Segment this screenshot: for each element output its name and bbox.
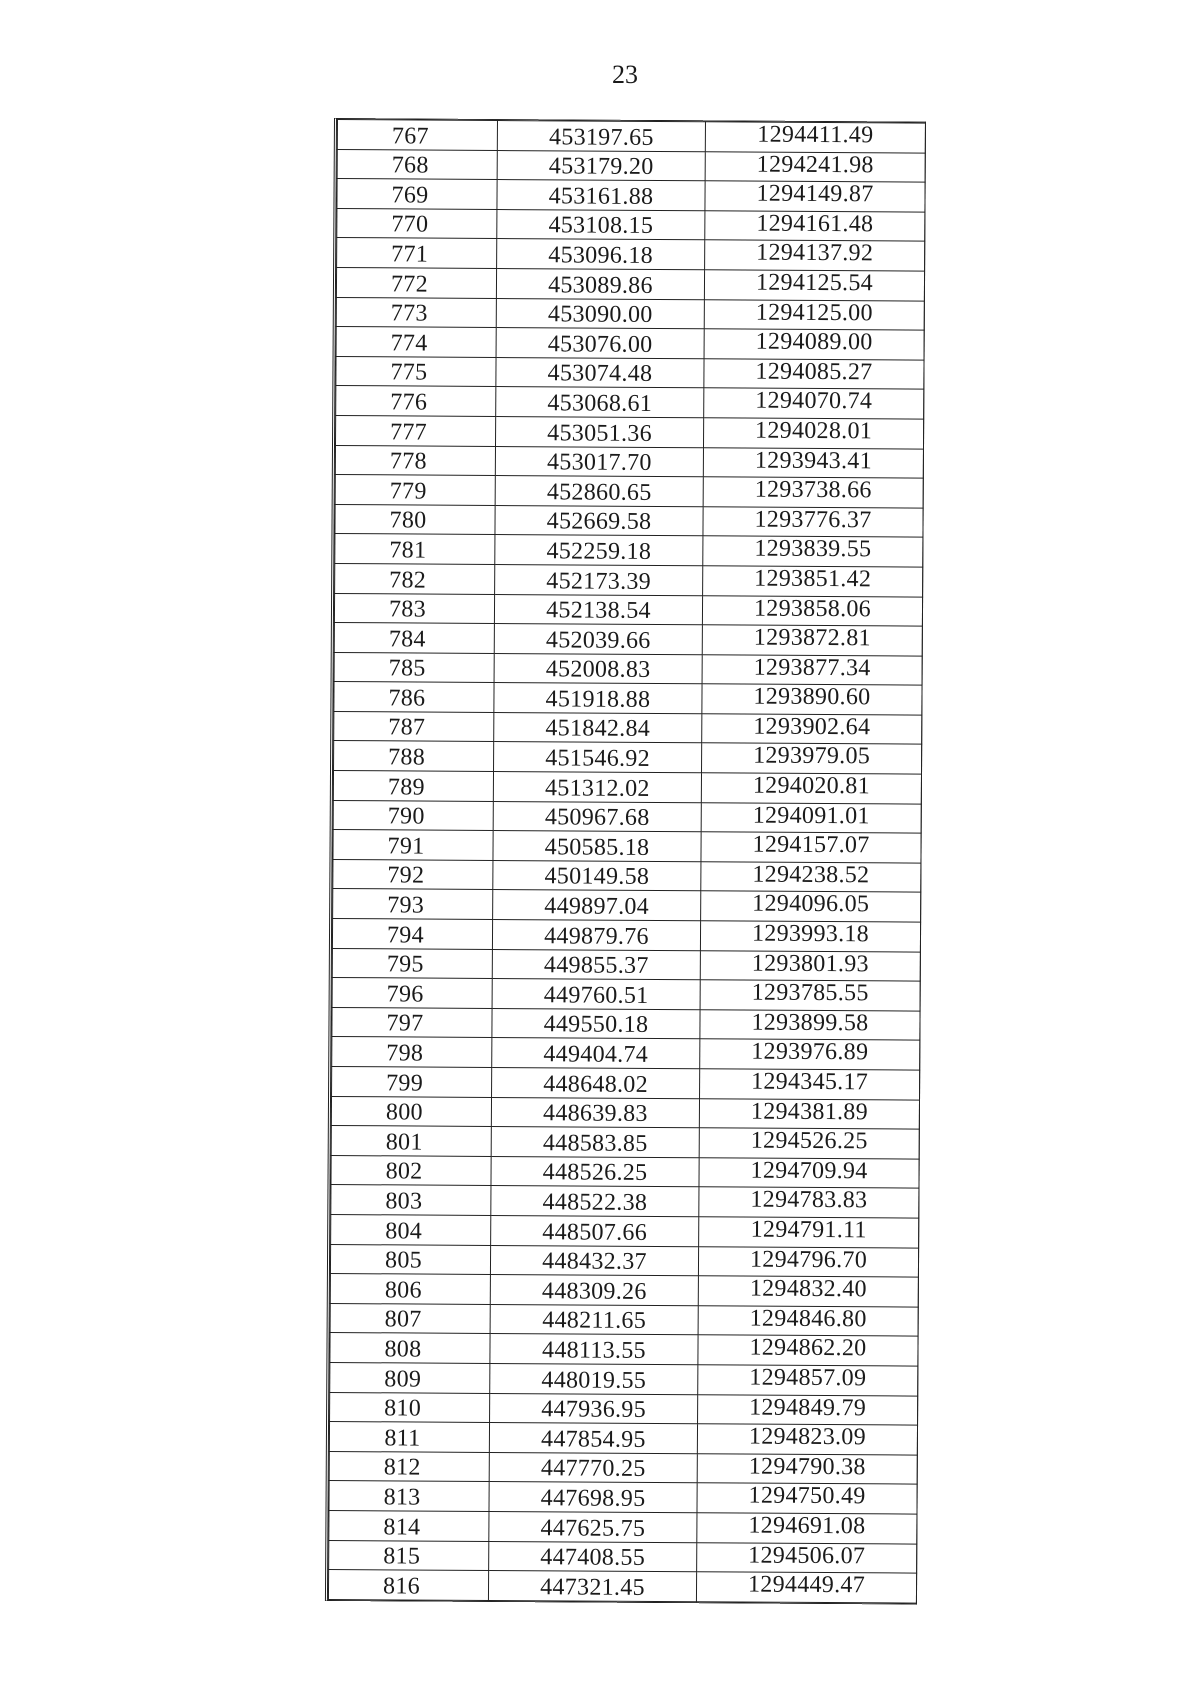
point-number-cell: 804 (331, 1214, 491, 1245)
y-coordinate-cell: 1294849.79 (698, 1394, 918, 1425)
point-number-cell: 792 (333, 859, 493, 890)
x-coordinate-cell: 453074.48 (496, 357, 704, 388)
point-number-cell: 784 (334, 623, 494, 654)
x-coordinate-cell: 453090.00 (496, 298, 704, 329)
y-coordinate-cell: 1294823.09 (697, 1424, 917, 1455)
x-coordinate-cell: 450967.68 (493, 801, 701, 832)
table-row (336, 297, 924, 330)
x-coordinate-cell: 452259.18 (495, 535, 703, 566)
table-row (329, 1481, 917, 1514)
x-coordinate-cell: 453161.88 (497, 180, 705, 211)
x-coordinate-cell: 451918.88 (494, 683, 702, 714)
table-row (334, 623, 922, 656)
x-coordinate-cell: 448113.55 (490, 1334, 698, 1365)
x-coordinate-cell: 447321.45 (488, 1571, 696, 1602)
x-coordinate-cell: 449550.18 (492, 1008, 700, 1039)
y-coordinate-cell: 1294028.01 (703, 418, 923, 449)
table-row (332, 919, 920, 952)
point-number-cell: 811 (329, 1422, 489, 1453)
x-coordinate-cell: 448211.65 (490, 1304, 698, 1335)
x-coordinate-cell: 448648.02 (492, 1067, 700, 1098)
x-coordinate-cell: 449897.04 (493, 890, 701, 921)
point-number-cell: 790 (333, 800, 493, 831)
table-row (332, 1037, 920, 1070)
y-coordinate-cell: 1293877.34 (702, 654, 922, 685)
y-coordinate-cell: 1294157.07 (701, 832, 921, 863)
table-row (329, 1451, 917, 1484)
table-row (336, 415, 924, 448)
point-number-cell: 770 (337, 208, 497, 239)
y-coordinate-cell: 1294449.47 (696, 1572, 916, 1603)
point-number-cell: 808 (330, 1333, 490, 1364)
point-number-cell: 774 (336, 327, 496, 358)
point-number-cell: 799 (332, 1067, 492, 1098)
table-row (330, 1274, 918, 1307)
point-number-cell: 771 (337, 238, 497, 269)
table-row (332, 1007, 920, 1040)
table-row (332, 978, 920, 1011)
y-coordinate-cell: 1294149.87 (705, 181, 925, 212)
x-coordinate-cell: 447936.95 (490, 1393, 698, 1424)
x-coordinate-cell: 448639.83 (491, 1097, 699, 1128)
y-coordinate-cell: 1294832.40 (698, 1276, 918, 1307)
point-number-cell: 815 (329, 1540, 489, 1571)
table-row (334, 741, 922, 774)
y-coordinate-cell: 1294857.09 (698, 1365, 918, 1396)
table-row (334, 593, 922, 626)
x-coordinate-cell: 453179.20 (497, 150, 705, 181)
point-number-cell: 801 (331, 1126, 491, 1157)
coordinates-table (325, 118, 926, 1604)
x-coordinate-cell: 448522.38 (491, 1186, 699, 1217)
point-number-cell: 814 (329, 1510, 489, 1541)
point-number-cell: 800 (331, 1096, 491, 1127)
point-number-cell: 807 (330, 1303, 490, 1334)
point-number-cell: 773 (336, 297, 496, 328)
table-row (332, 948, 920, 981)
y-coordinate-cell: 1294750.49 (697, 1483, 917, 1514)
x-coordinate-cell: 447698.95 (489, 1482, 697, 1513)
y-coordinate-cell: 1294411.49 (705, 122, 925, 153)
y-coordinate-cell: 1293801.93 (700, 950, 920, 981)
point-number-cell: 793 (333, 889, 493, 920)
point-number-cell: 781 (335, 534, 495, 565)
table-row (333, 889, 921, 922)
table-row (331, 1126, 919, 1159)
y-coordinate-cell: 1294125.54 (704, 270, 924, 301)
y-coordinate-cell: 1294691.08 (697, 1513, 917, 1544)
x-coordinate-cell: 449404.74 (492, 1038, 700, 1069)
point-number-cell: 768 (337, 149, 497, 180)
table-row (335, 445, 923, 478)
point-number-cell: 797 (332, 1007, 492, 1038)
point-number-cell: 789 (333, 771, 493, 802)
y-coordinate-cell: 1293738.66 (703, 477, 923, 508)
y-coordinate-cell: 1293976.89 (700, 1039, 920, 1070)
y-coordinate-cell: 1293839.55 (703, 536, 923, 567)
y-coordinate-cell: 1293890.60 (702, 684, 922, 715)
coordinates-table-body (328, 120, 925, 1603)
table-row (334, 711, 922, 744)
x-coordinate-cell: 447408.55 (489, 1541, 697, 1572)
point-number-cell: 780 (335, 504, 495, 535)
y-coordinate-cell: 1293776.37 (703, 506, 923, 537)
point-number-cell: 798 (332, 1037, 492, 1068)
y-coordinate-cell: 1294791.11 (699, 1217, 919, 1248)
y-coordinate-cell: 1294526.25 (699, 1128, 919, 1159)
table-row (334, 682, 922, 715)
x-coordinate-cell: 451546.92 (494, 742, 702, 773)
y-coordinate-cell: 1294085.27 (704, 359, 924, 390)
point-number-cell: 803 (331, 1185, 491, 1216)
point-number-cell: 788 (334, 741, 494, 772)
x-coordinate-cell: 452138.54 (494, 594, 702, 625)
x-coordinate-cell: 448507.66 (491, 1215, 699, 1246)
x-coordinate-cell: 448583.85 (491, 1127, 699, 1158)
point-number-cell: 787 (334, 711, 494, 742)
table-row (336, 267, 924, 300)
x-coordinate-cell: 449855.37 (492, 949, 700, 980)
table-row (333, 800, 921, 833)
x-coordinate-cell: 451312.02 (493, 772, 701, 803)
y-coordinate-cell: 1294381.89 (699, 1098, 919, 1129)
point-number-cell: 785 (334, 652, 494, 683)
x-coordinate-cell: 448432.37 (490, 1245, 698, 1276)
table-row (335, 504, 923, 537)
table-row (330, 1392, 918, 1425)
point-number-cell: 812 (329, 1451, 489, 1482)
table-row (333, 830, 921, 863)
point-number-cell: 802 (331, 1155, 491, 1186)
point-number-cell: 791 (333, 830, 493, 861)
x-coordinate-cell: 450149.58 (493, 860, 701, 891)
table-row (331, 1155, 919, 1188)
table-row (333, 859, 921, 892)
y-coordinate-cell: 1294238.52 (701, 862, 921, 893)
table-row (337, 179, 925, 212)
table-row (330, 1244, 918, 1277)
point-number-cell: 806 (330, 1274, 490, 1305)
x-coordinate-cell: 447625.75 (489, 1511, 697, 1542)
x-coordinate-cell: 452669.58 (495, 505, 703, 536)
point-number-cell: 779 (335, 475, 495, 506)
y-coordinate-cell: 1293851.42 (703, 566, 923, 597)
x-coordinate-cell: 453051.36 (495, 416, 703, 447)
table-row (330, 1333, 918, 1366)
y-coordinate-cell: 1294137.92 (705, 240, 925, 271)
table-row (335, 563, 923, 596)
point-number-cell: 777 (336, 415, 496, 446)
table-row (330, 1303, 918, 1336)
table-row (331, 1096, 919, 1129)
y-coordinate-cell: 1293872.81 (702, 625, 922, 656)
point-number-cell: 810 (330, 1392, 490, 1423)
y-coordinate-cell: 1294796.70 (698, 1246, 918, 1277)
y-coordinate-cell: 1294089.00 (704, 329, 924, 360)
table-row (336, 327, 924, 360)
x-coordinate-cell: 453017.70 (495, 446, 703, 477)
point-number-cell: 769 (337, 179, 497, 210)
y-coordinate-cell: 1293979.05 (702, 743, 922, 774)
point-number-cell: 782 (335, 563, 495, 594)
y-coordinate-cell: 1293785.55 (700, 980, 920, 1011)
y-coordinate-cell: 1294345.17 (700, 1069, 920, 1100)
x-coordinate-cell: 452008.83 (494, 653, 702, 684)
point-number-cell: 805 (330, 1244, 490, 1275)
y-coordinate-cell: 1294125.00 (704, 299, 924, 330)
y-coordinate-cell: 1293993.18 (700, 921, 920, 952)
x-coordinate-cell: 447854.95 (489, 1423, 697, 1454)
x-coordinate-cell: 453108.15 (497, 209, 705, 240)
point-number-cell: 772 (336, 267, 496, 298)
x-coordinate-cell: 448526.25 (491, 1156, 699, 1187)
y-coordinate-cell: 1294846.80 (698, 1305, 918, 1336)
table-row (336, 386, 924, 419)
point-number-cell: 796 (332, 978, 492, 1009)
x-coordinate-cell: 447770.25 (489, 1452, 697, 1483)
point-number-cell: 776 (336, 386, 496, 417)
table-row (333, 771, 921, 804)
table-row (331, 1185, 919, 1218)
table-row (335, 534, 923, 567)
point-number-cell: 816 (328, 1570, 488, 1601)
table-row (332, 1067, 920, 1100)
table-row (330, 1362, 918, 1395)
table-row (329, 1540, 917, 1573)
x-coordinate-cell: 452039.66 (494, 624, 702, 655)
y-coordinate-cell: 1294862.20 (698, 1335, 918, 1366)
table-row (337, 208, 925, 241)
y-coordinate-cell: 1293858.06 (702, 595, 922, 626)
x-coordinate-cell: 453197.65 (497, 120, 705, 151)
point-number-cell: 809 (330, 1362, 490, 1393)
point-number-cell: 767 (337, 120, 497, 151)
y-coordinate-cell: 1294790.38 (697, 1453, 917, 1484)
y-coordinate-cell: 1293899.58 (700, 1010, 920, 1041)
y-coordinate-cell: 1294091.01 (701, 802, 921, 833)
x-coordinate-cell: 449879.76 (492, 920, 700, 951)
x-coordinate-cell: 453096.18 (497, 239, 705, 270)
point-number-cell: 778 (335, 445, 495, 476)
point-number-cell: 795 (332, 948, 492, 979)
x-coordinate-cell: 453068.61 (496, 387, 704, 418)
x-coordinate-cell: 448309.26 (490, 1275, 698, 1306)
table-row (336, 356, 924, 389)
table-row (331, 1214, 919, 1247)
y-coordinate-cell: 1293902.64 (702, 714, 922, 745)
point-number-cell: 794 (332, 919, 492, 950)
table-row (337, 120, 925, 153)
y-coordinate-cell: 1294020.81 (701, 773, 921, 804)
table-row (328, 1570, 916, 1603)
table-row (329, 1510, 917, 1543)
x-coordinate-cell: 450585.18 (493, 831, 701, 862)
y-coordinate-cell: 1293943.41 (703, 447, 923, 478)
y-coordinate-cell: 1294096.05 (701, 891, 921, 922)
page-number: 23 (612, 60, 638, 89)
y-coordinate-cell: 1294709.94 (699, 1158, 919, 1189)
table-row (337, 238, 925, 271)
point-number-cell: 786 (334, 682, 494, 713)
point-number-cell: 783 (334, 593, 494, 624)
x-coordinate-cell: 453076.00 (496, 328, 704, 359)
table-row (335, 475, 923, 508)
table-row (334, 652, 922, 685)
point-number-cell: 775 (336, 356, 496, 387)
y-coordinate-cell: 1294161.48 (705, 211, 925, 242)
table-row (337, 149, 925, 182)
x-coordinate-cell: 448019.55 (490, 1363, 698, 1394)
y-coordinate-cell: 1294506.07 (697, 1542, 917, 1573)
x-coordinate-cell: 451842.84 (494, 712, 702, 743)
x-coordinate-cell: 449760.51 (492, 979, 700, 1010)
x-coordinate-cell: 453089.86 (496, 268, 704, 299)
x-coordinate-cell: 452860.65 (495, 476, 703, 507)
y-coordinate-cell: 1294241.98 (705, 151, 925, 182)
table-row (329, 1422, 917, 1455)
x-coordinate-cell: 452173.39 (495, 564, 703, 595)
point-number-cell: 813 (329, 1481, 489, 1512)
y-coordinate-cell: 1294070.74 (704, 388, 924, 419)
y-coordinate-cell: 1294783.83 (699, 1187, 919, 1218)
